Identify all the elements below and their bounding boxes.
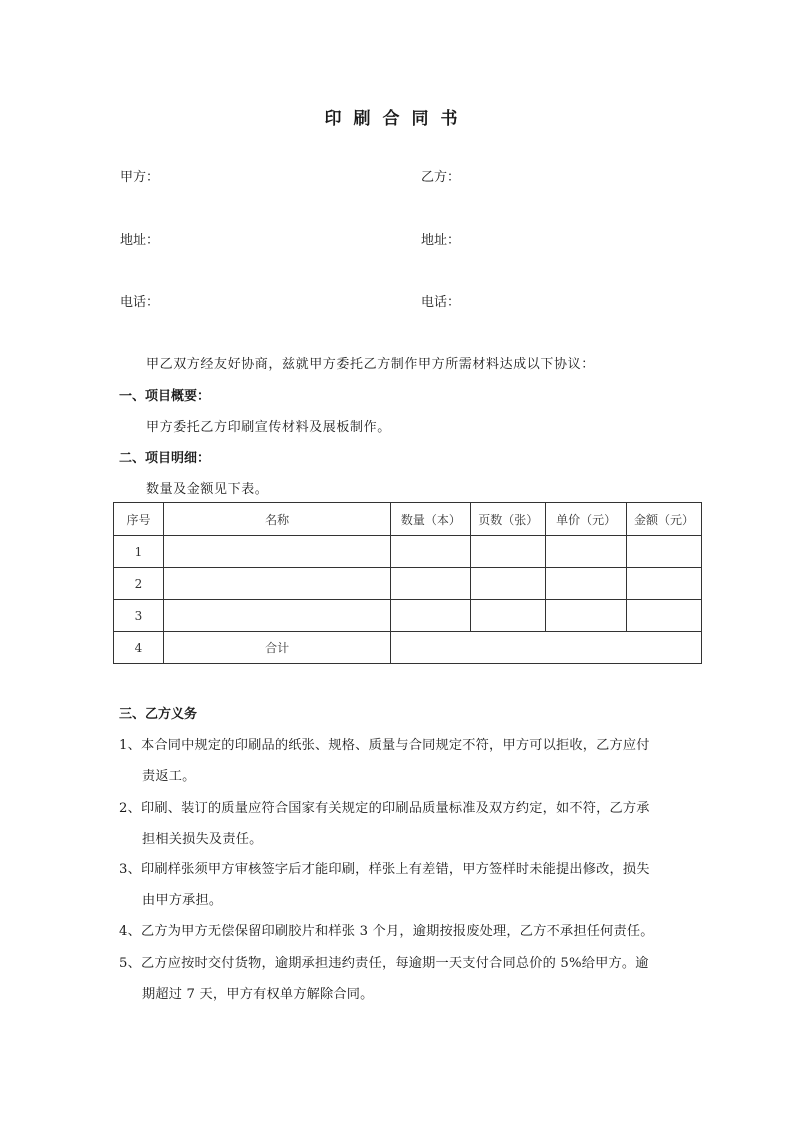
cell-no: 1: [114, 536, 164, 568]
cell-pages[interactable]: [471, 536, 546, 568]
header-no: 序号: [114, 503, 164, 536]
cell-unit-price[interactable]: [546, 536, 627, 568]
cell-no: 2: [114, 568, 164, 600]
cell-amount[interactable]: [627, 600, 702, 632]
party-a-address-label: 地址：: [120, 233, 160, 248]
clause-5-line1: 5、乙方应按时交付货物，逾期承担违约责任，每逾期一天支付合同总价的 5%给甲方。逾: [119, 956, 649, 971]
cell-quantity[interactable]: [391, 536, 471, 568]
cell-no: 4: [114, 632, 164, 664]
party-b-label: 乙方：: [421, 170, 461, 185]
section1-heading: 一、项目概要：: [119, 389, 211, 404]
document-title: 印刷合同书: [324, 109, 470, 129]
cell-amount[interactable]: [627, 536, 702, 568]
clause-1-line2: 责返工。: [142, 769, 196, 784]
table-row: [114, 536, 702, 568]
clause-1-line1: 1、本合同中规定的印刷品的纸张、规格、质量与合同规定不符，甲方可以拒收，乙方应付: [119, 738, 650, 753]
cell-name[interactable]: [163, 568, 390, 600]
total-label: 合计: [163, 632, 390, 664]
cell-name[interactable]: [163, 536, 390, 568]
table-header-row: [114, 503, 702, 536]
cell-unit-price[interactable]: [546, 600, 627, 632]
header-pages: 页数（张）: [471, 503, 546, 536]
party-b-address-label: 地址：: [421, 233, 461, 248]
table-row: [114, 568, 702, 600]
items-table: [113, 502, 702, 664]
clause-2-line2: 担相关损失及责任。: [142, 832, 263, 847]
cell-no: 3: [114, 600, 164, 632]
clause-4-line1: 4、乙方为甲方无偿保留印刷胶片和样张 3 个月，逾期按报废处理，乙方不承担任何责任。: [119, 924, 654, 939]
clause-3-line1: 3、印刷样张须甲方审核签字后才能印刷，样张上有差错，甲方签样时未能提出修改，损失: [119, 862, 650, 877]
cell-amount[interactable]: [627, 568, 702, 600]
header-name: 名称: [163, 503, 390, 536]
intro-paragraph: 甲乙双方经友好协商，兹就甲方委托乙方制作甲方所需材料达成以下协议：: [146, 357, 595, 372]
cell-unit-price[interactable]: [546, 568, 627, 600]
cell-pages[interactable]: [471, 600, 546, 632]
clause-2-line1: 2、印刷、装订的质量应符合国家有关规定的印刷品质量标准及双方约定，如不符，乙方承: [119, 801, 650, 816]
clause-3-line2: 由甲方承担。: [142, 893, 223, 908]
cell-quantity[interactable]: [391, 600, 471, 632]
header-amount: 金额（元）: [627, 503, 702, 536]
party-a-phone-label: 电话：: [120, 295, 160, 310]
section2-text: 数量及金额见下表。: [146, 482, 269, 497]
cell-quantity[interactable]: [391, 568, 471, 600]
total-value[interactable]: [391, 632, 702, 664]
table-total-row: [114, 632, 702, 664]
cell-pages[interactable]: [471, 568, 546, 600]
party-b-phone-label: 电话：: [421, 295, 461, 310]
section2-heading: 二、项目明细：: [119, 451, 211, 466]
header-quantity: 数量（本）: [391, 503, 471, 536]
section3-heading: 三、乙方义务: [119, 707, 198, 722]
party-a-label: 甲方：: [120, 170, 160, 185]
table-row: [114, 600, 702, 632]
header-unit-price: 单价（元）: [546, 503, 627, 536]
cell-name[interactable]: [163, 600, 390, 632]
section1-text: 甲方委托乙方印刷宣传材料及展板制作。: [146, 420, 391, 435]
clause-5-line2: 期超过 7 天，甲方有权单方解除合同。: [142, 987, 374, 1002]
